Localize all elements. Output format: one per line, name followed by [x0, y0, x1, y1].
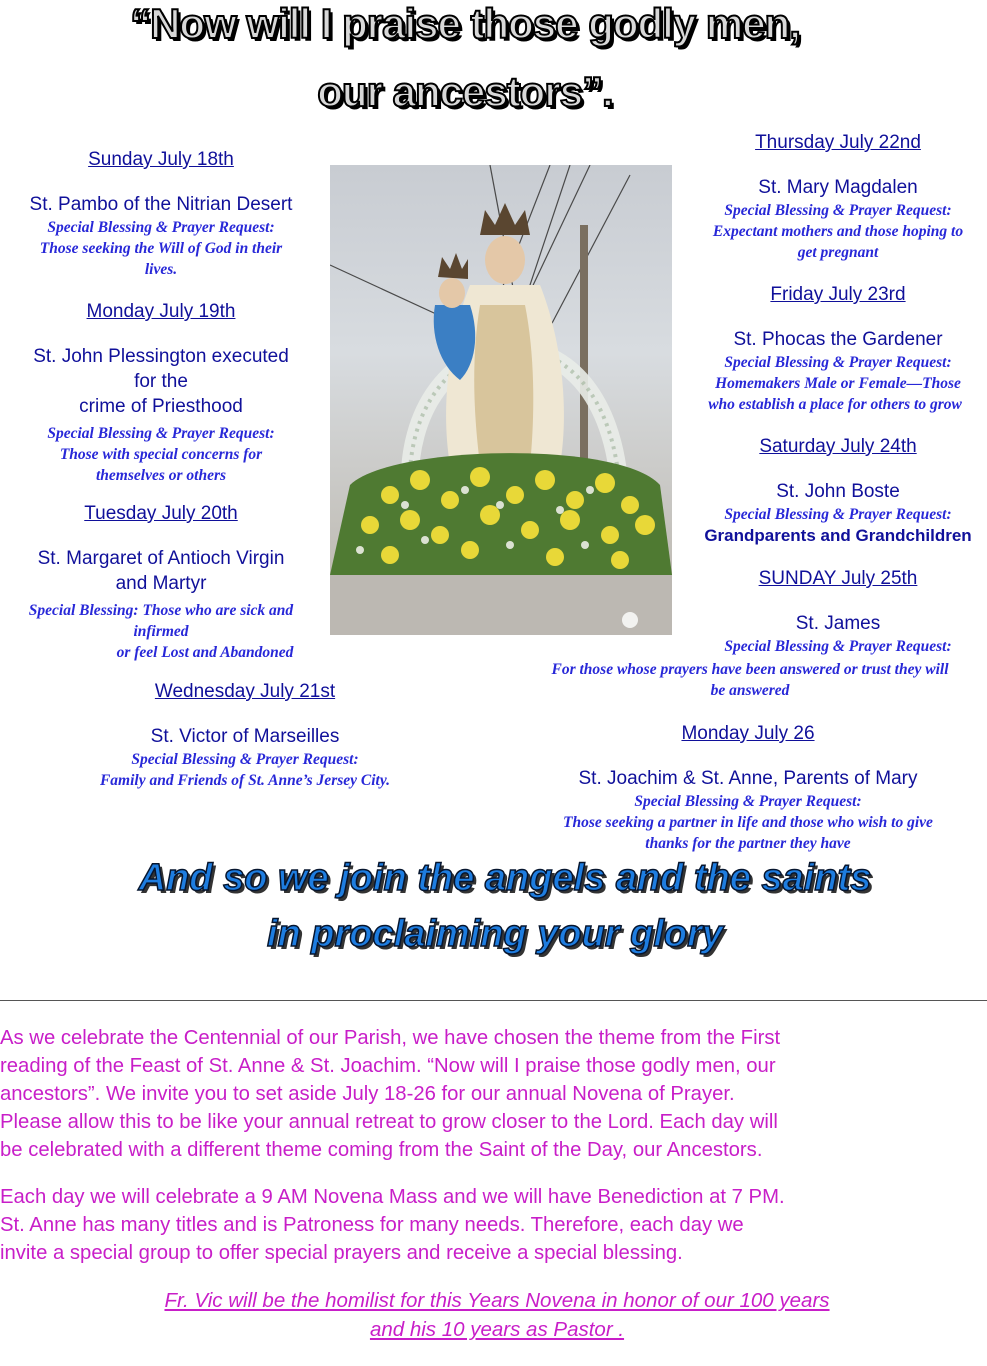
wednesday-block	[60, 680, 430, 791]
paragraph-line: ancestors”. We invite you to set aside July 18-26 for our annual Novena of Prayer.	[0, 1083, 735, 1105]
paragraph-line: invite a special group to offer special prayers and receive a special blessing.	[0, 1242, 683, 1264]
saint-name: St. Phocas the Gardener	[733, 329, 943, 350]
request-line: thanks for the partner they have	[645, 835, 851, 852]
day-heading: Monday July 19th	[86, 301, 236, 322]
request-line: Special Blessing & Prayer Request:	[724, 506, 952, 523]
request-line: infirmed	[133, 623, 189, 640]
paragraph-line: St. Anne has many titles and is Patroness for many needs. Therefore, each day we	[0, 1214, 744, 1236]
request-line: Special Blessing & Prayer Request:	[634, 793, 862, 810]
statue-illustration	[330, 165, 672, 635]
request-line: Special Blessing & Prayer Request:	[724, 638, 952, 655]
request-line: Special Blessing & Prayer Request:	[724, 354, 952, 371]
day-heading: Friday July 23rd	[770, 284, 906, 305]
request-line: get pregnant	[797, 244, 879, 261]
left-column	[0, 148, 322, 663]
angels-headline	[0, 850, 987, 962]
saint-name: St. Joachim & St. Anne, Parents of Mary	[578, 768, 918, 789]
intro-paragraph	[0, 1024, 987, 1164]
request-line: Those seeking a partner in life and those who wish to give	[563, 814, 933, 831]
day-heading: Tuesday July 20th	[84, 503, 238, 524]
horizontal-divider	[0, 1000, 987, 1001]
paragraph-line: As we celebrate the Centennial of our Parish, we have chosen the theme from the First	[0, 1027, 781, 1049]
request-line: be answered	[710, 682, 790, 699]
request-line: Expectant mothers and those hoping to	[712, 223, 964, 240]
paragraph-line: reading of the Feast of St. Anne & St. Joachim. “Now will I praise those godly men, our	[0, 1055, 776, 1077]
angels-line-2: in proclaiming your glory	[266, 913, 724, 955]
angels-line-1: And so we join the angels and the saints	[138, 857, 872, 899]
request-line: themselves or others	[95, 467, 227, 484]
saint-name: St. Mary Magdalen	[758, 177, 918, 198]
day-heading: SUNDAY July 25th	[758, 568, 918, 589]
closing-line-2: and his 10 years as Pastor .	[369, 1318, 625, 1341]
request-line: For those whose prayers have been answered or trust they will	[551, 661, 949, 678]
title-line-2: our ancestors”.	[317, 68, 613, 115]
request-line: Those with special concerns for	[59, 446, 263, 463]
title-line-1: “Now will I praise those godly men,	[130, 0, 800, 47]
request-line: Special Blessing: Those who are sick and	[28, 602, 294, 619]
paragraph-line: be celebrated with a different theme coming from the Saint of the Day, our Ancestors.	[0, 1139, 763, 1161]
day-heading: Thursday July 22nd	[755, 132, 921, 153]
request-line: Special Blessing & Prayer Request:	[131, 751, 359, 768]
day-heading: Sunday July 18th	[88, 149, 234, 170]
saint-name: St. Victor of Marseilles	[150, 726, 340, 747]
request-line: Those seeking the Will of God in their	[39, 240, 283, 257]
saint-name: and Martyr	[115, 573, 207, 594]
request-line: who establish a place for others to grow	[708, 396, 962, 413]
statue-photo	[330, 165, 672, 635]
request-line: lives.	[144, 261, 178, 278]
day-heading: Wednesday July 21st	[154, 681, 336, 702]
request-line: Grandparents and Grandchildren	[704, 526, 972, 545]
sunday-request-block	[500, 659, 987, 701]
closing-note	[0, 1286, 987, 1344]
schedule-paragraph	[0, 1183, 987, 1267]
saint-name: for the	[134, 371, 188, 392]
page-title	[0, 0, 930, 116]
day-heading: Saturday July 24th	[759, 436, 917, 457]
request-line: Homemakers Male or Female—Those	[715, 375, 961, 392]
paragraph-line: Each day we will celebrate a 9 AM Novena Mass and we will have Benediction at 7 PM.	[0, 1186, 785, 1208]
saint-name: St. Margaret of Antioch Virgin	[37, 548, 285, 569]
saint-name: St. John Plessington executed	[33, 346, 289, 367]
monday-26-block	[498, 722, 987, 854]
request-line: Special Blessing & Prayer Request:	[724, 202, 952, 219]
saint-name: St. John Boste	[776, 481, 900, 502]
request-line: Special Blessing & Prayer Request:	[47, 219, 275, 236]
saint-name: St. Pambo of the Nitrian Desert	[29, 194, 293, 215]
saint-name: crime of Priesthood	[79, 396, 243, 417]
day-heading: Monday July 26	[681, 723, 815, 744]
right-column	[688, 131, 987, 657]
request-line: or feel Lost and Abandoned	[116, 644, 294, 661]
closing-line-1: Fr. Vic will be the homilist for this Years Novena in honor of our 100 years	[164, 1289, 830, 1312]
request-line: Family and Friends of St. Anne’s Jersey City.	[99, 772, 391, 789]
paragraph-line: Please allow this to be like your annual retreat to grow closer to the Lord. Each day will	[0, 1111, 778, 1133]
saint-name: St. James	[795, 613, 881, 634]
request-line: Special Blessing & Prayer Request:	[47, 425, 275, 442]
